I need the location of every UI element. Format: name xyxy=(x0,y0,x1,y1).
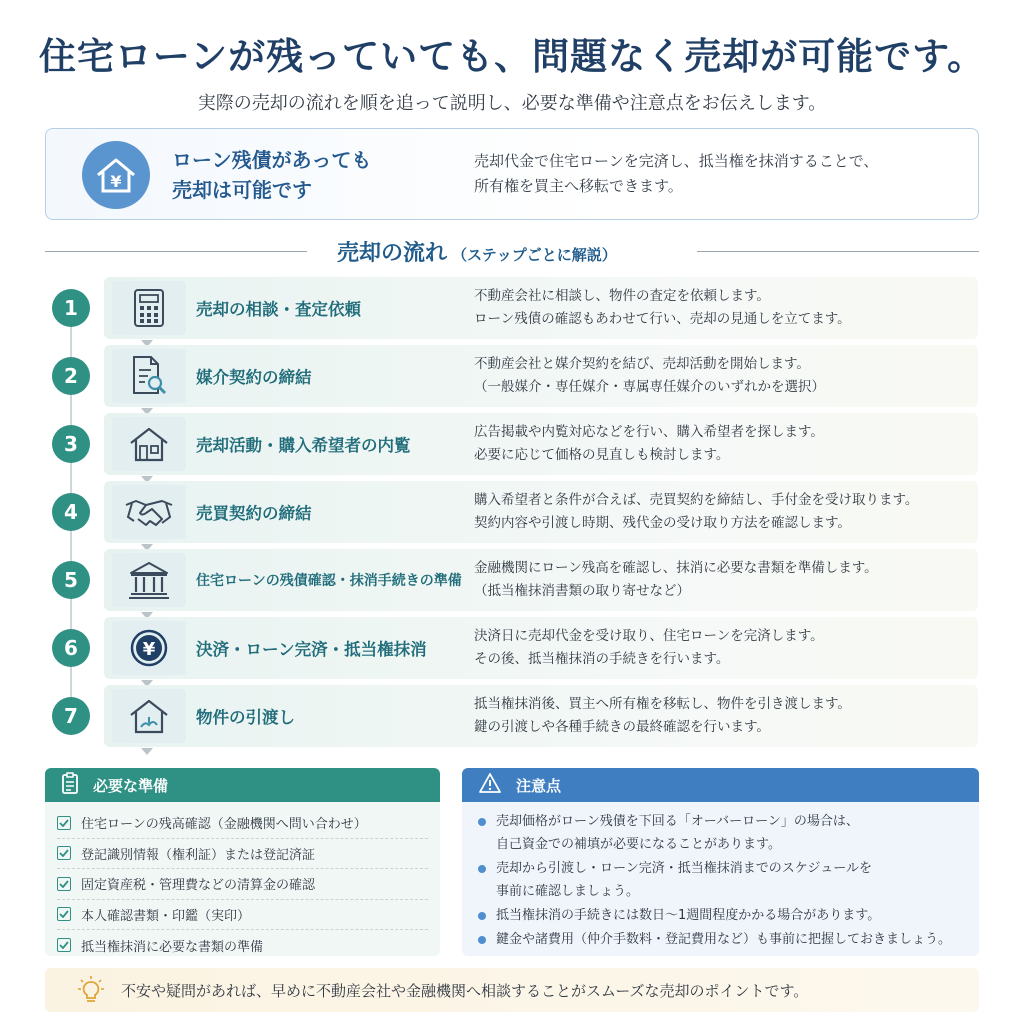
list-item-text: 売却価格がローン残債を下回る「オーバーローン」の場合は、 xyxy=(496,814,859,829)
page-subtitle: 実際の売却の流れを順を追って説明し、必要な準備や注意点をお伝えします。 xyxy=(197,93,827,114)
step-card-1 xyxy=(104,277,978,339)
step-desc-line2: その後、抵当権抹消の手続きを行います。 xyxy=(474,651,730,667)
list-item-text: 抵当権抹消に必要な書類の準備 xyxy=(81,939,264,955)
step-desc-line1: 不動産会社と媒介契約を結び、売却活動を開始します。 xyxy=(474,356,810,372)
checkbox-icon xyxy=(57,907,71,921)
house-yen-icon xyxy=(82,141,150,209)
clipboard-icon xyxy=(61,772,79,798)
step-desc-line1: 不動産会社に相談し、物件の査定を依頼します。 xyxy=(474,288,770,304)
step-desc-line2: ローン残債の確認もあわせて行い、売却の見通しを立てます。 xyxy=(474,311,851,327)
list-item-text: 登記識別情報（権利証）または登記済証 xyxy=(81,847,316,863)
list-item-text: 自己資金での補填が必要になることがあります。 xyxy=(496,837,781,852)
step-number: 4 xyxy=(52,493,90,531)
house-icon xyxy=(112,417,186,471)
yen-coin-icon xyxy=(112,621,186,675)
callout-heading xyxy=(172,145,432,205)
list-item-text: 売却から引渡し・ローン完済・抵当権抹消までのスケジュールを xyxy=(496,861,872,876)
preparation-title: 必要な準備 xyxy=(93,776,169,795)
flow-heading-label xyxy=(337,236,617,267)
step-description xyxy=(474,693,974,739)
step-card-7 xyxy=(104,685,978,747)
step-description xyxy=(474,353,974,399)
divider-right xyxy=(697,251,979,252)
cautions-title: 注意点 xyxy=(516,776,562,795)
step-description xyxy=(474,557,974,603)
preparation-header xyxy=(45,768,440,802)
step-desc-line1: 購入希望者と条件が合えば、売買契約を締結し、手付金を受け取ります。 xyxy=(474,492,919,508)
list-item xyxy=(57,900,428,931)
step-card-3 xyxy=(104,413,978,475)
list-item xyxy=(478,810,965,856)
step-title: 売却の相談・査定依頼 xyxy=(196,300,361,319)
step-desc-line2: 鍵の引渡しや各種手続きの最終確認を行います。 xyxy=(474,719,770,735)
step-title: 住宅ローンの残債確認・抹消手続きの準備 xyxy=(196,573,462,589)
step-arrow xyxy=(141,748,153,755)
preparation-list xyxy=(45,802,440,956)
callout-desc-line2: 所有権を買主へ移転できます。 xyxy=(474,177,683,195)
checkbox-icon xyxy=(57,938,71,952)
preparation-panel xyxy=(45,768,440,956)
flow-heading: 売却の流れ xyxy=(337,241,448,266)
calculator-icon xyxy=(112,281,186,335)
step-number: 1 xyxy=(52,289,90,327)
step-card-6 xyxy=(104,617,978,679)
bullet-icon xyxy=(478,912,486,920)
loan-callout xyxy=(45,128,979,220)
step-desc-line1: 抵当権抹消後、買主へ所有権を移転し、物件を引き渡します。 xyxy=(474,696,851,712)
step-title: 売買契約の締結 xyxy=(196,504,312,523)
handshake-icon xyxy=(112,485,186,539)
lightbulb-icon xyxy=(77,975,105,1005)
step-desc-line2: （抵当権抹消書類の取り寄せなど） xyxy=(474,583,690,599)
list-item xyxy=(478,857,965,903)
step-description xyxy=(474,625,974,671)
step-card-2 xyxy=(104,345,978,407)
warning-icon xyxy=(478,772,502,798)
callout-heading-line2: 売却は可能です xyxy=(172,178,312,202)
svg-text:¥: ¥ xyxy=(142,639,156,660)
step-number: 6 xyxy=(52,629,90,667)
list-item-text: 固定資産税・管理費などの清算金の確認 xyxy=(81,878,316,894)
list-item xyxy=(57,839,428,870)
list-item-text: 住宅ローンの残高確認（金融機関へ問い合わせ） xyxy=(81,817,367,833)
svg-text:¥: ¥ xyxy=(110,172,122,191)
cautions-header xyxy=(462,768,979,802)
bullet-icon xyxy=(478,865,486,873)
checkbox-icon xyxy=(57,816,71,830)
flow-section-heading xyxy=(45,236,979,266)
checkbox-icon xyxy=(57,877,71,891)
list-item-text: 事前に確認しましょう。 xyxy=(496,884,640,899)
list-item xyxy=(57,808,428,839)
step-number: 7 xyxy=(52,697,90,735)
house-handover-icon xyxy=(112,689,186,743)
footer-text: 不安や疑問があれば、早めに不動産会社や金融機関へ相談することがスムーズな売却のポイントです。 xyxy=(121,981,809,1000)
footer-tip xyxy=(45,968,979,1012)
step-desc-line1: 広告掲載や内覧対応などを行い、購入希望者を探します。 xyxy=(474,424,824,440)
step-desc-line2: （一般媒介・専任媒介・専属専任媒介のいずれかを選択） xyxy=(474,379,825,395)
step-desc-line2: 契約内容や引渡し時期、残代金の受け取り方法を確認します。 xyxy=(474,515,851,531)
list-item xyxy=(57,930,428,956)
callout-description xyxy=(474,149,954,199)
document-search-icon xyxy=(112,349,186,403)
bullet-icon xyxy=(478,818,486,826)
list-item xyxy=(57,869,428,900)
step-description xyxy=(474,285,974,331)
cautions-panel xyxy=(462,768,979,956)
list-item xyxy=(478,928,965,951)
page-title: 住宅ローンが残っていても、問題なく売却が可能です。 xyxy=(38,34,986,78)
step-desc-line1: 金融機関にローン残高を確認し、抹消に必要な書類を準備します。 xyxy=(474,560,878,576)
checkbox-icon xyxy=(57,846,71,860)
callout-desc-line1: 売却代金で住宅ローンを完済し、抵当権を抹消することで、 xyxy=(474,152,879,170)
callout-heading-line1: ローン残債があっても xyxy=(172,148,372,172)
step-description xyxy=(474,421,974,467)
step-number: 3 xyxy=(52,425,90,463)
divider-left xyxy=(45,251,307,252)
flow-heading-sub: （ステップごとに解説） xyxy=(452,246,617,264)
step-title: 物件の引渡し xyxy=(196,708,295,727)
step-card-4 xyxy=(104,481,978,543)
step-number: 2 xyxy=(52,357,90,395)
bullet-icon xyxy=(478,936,486,944)
list-item-text: 鍵金や諸費用（仲介手数料・登記費用など）も事前に把握しておきましょう。 xyxy=(496,932,952,947)
step-card-5 xyxy=(104,549,978,611)
step-title: 決済・ローン完済・抵当権抹消 xyxy=(196,640,427,659)
step-title: 売却活動・購入希望者の内覧 xyxy=(196,436,411,455)
list-item-text: 本人確認書類・印鑑（実印） xyxy=(81,908,251,924)
step-desc-line2: 必要に応じて価格の見直しも検討します。 xyxy=(474,447,730,463)
step-number: 5 xyxy=(52,561,90,599)
step-title: 媒介契約の締結 xyxy=(196,368,312,387)
list-item xyxy=(478,904,965,927)
cautions-list xyxy=(462,802,979,951)
step-desc-line1: 決済日に売却代金を受け取り、住宅ローンを完済します。 xyxy=(474,628,824,644)
bank-icon xyxy=(112,553,186,607)
step-description xyxy=(474,489,974,535)
list-item-text: 抵当権抹消の手続きには数日〜1週間程度かかる場合があります。 xyxy=(496,908,881,923)
